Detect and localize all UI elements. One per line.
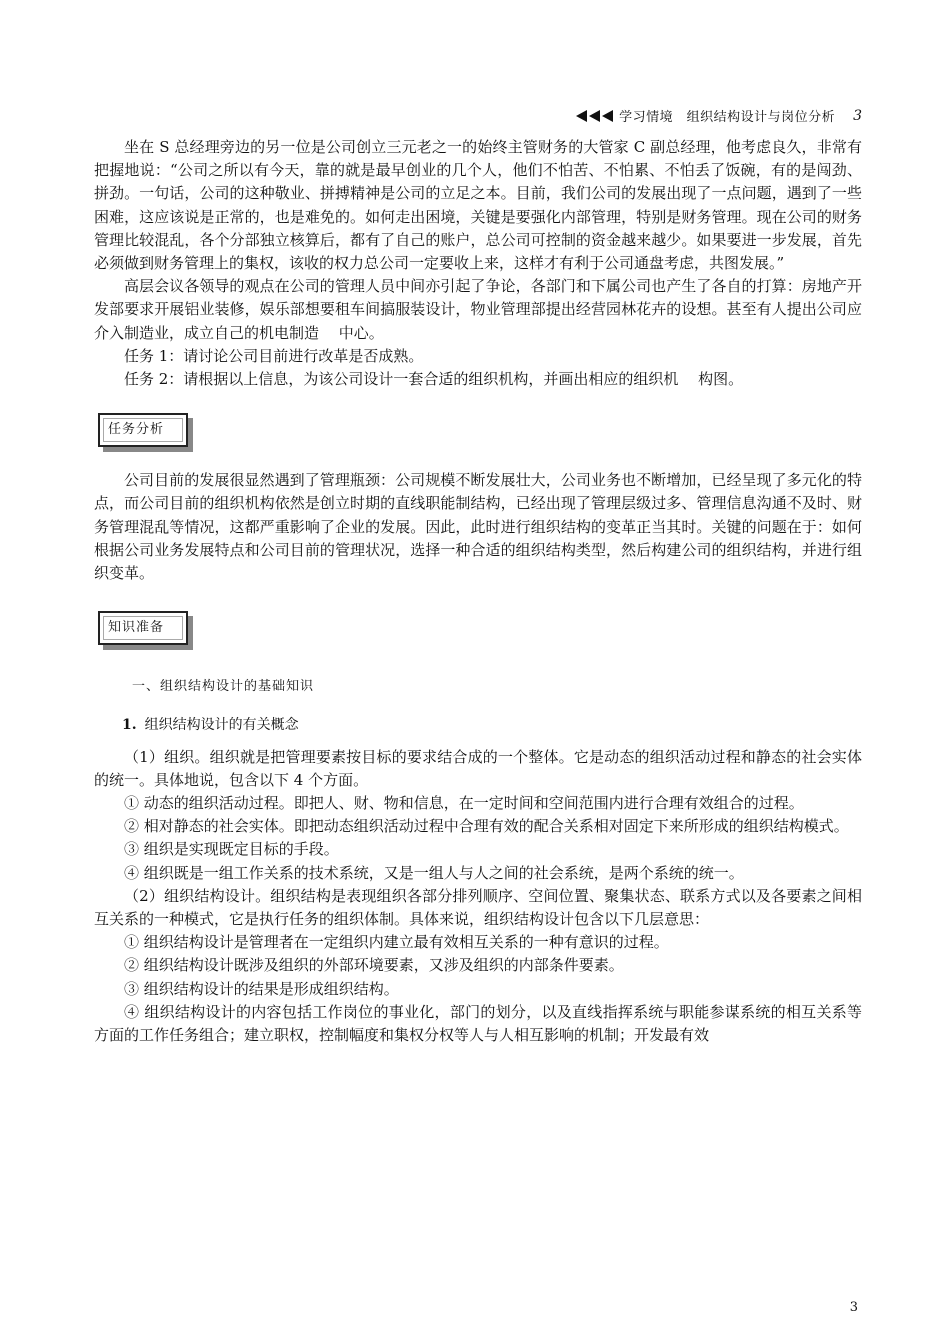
running-header (576, 106, 862, 125)
paragraph: ① 动态的组织活动过程。即把人、财、物和信息，在一定时间和空间范围内进行合理有效组合的过程。 (124, 794, 804, 813)
triangle-arrow-icon (576, 110, 587, 122)
header-page-number: 3 (853, 107, 862, 124)
paragraph: ④ 组织结构设计的内容包括工作岗位的事业化，部门的划分，以及直线指挥系统与职能参谋系统的相互关系等方面的工作任务组合；建立职权，控制幅度和集权分权等人与人相互影响的机制；开发最有效 (94, 1002, 862, 1045)
triangle-arrow-icon (602, 110, 613, 122)
paragraph: 任务 1：请讨论公司目前进行改革是否成熟。 (124, 346, 424, 365)
paragraph: ④ 组织既是一组工作关系的技术系统，又是一组人与人之间的社会系统，是两个系统的统一。 (124, 863, 744, 882)
header-title: 学习情境 组织结构设计与岗位分析 (619, 110, 836, 125)
analysis-paragraph: 公司目前的发展很显然遇到了管理瓶颈：公司规模不断发展壮大，公司业务也不断增加，已经呈现了多元化的特点，而公司目前的组织机构依然是创立时期的直线职能制结构，已经出现了管理层级过多、管理信息沟通不及时、财务管理混乱等情况，这都严重影响了企业的发展。因此，此时进行组织结构的变革正当其时。关键的问题在于：如何根据公司业务发展特点和公司目前的管理状况，选择一种合适的组织结构类型，然后构建公司的组织结构，并进行组织变革。 (94, 471, 862, 583)
paragraph: 坐在 S 总经理旁边的另一位是公司创立三元老之一的始终主管财务的大管家 C 副总经理，他考虑良久，非常有把握地说：“公司之所以有今天，靠的就是最早创业的几个人，他们不怕苦、不怕累、不怕丢了饭碗，有的是闯劲、拼劲。一句话，公司的这种敬业、拼搏精神是公司的立足之本。目前，我们公司的发展出现了一点问题，遇到了一些困难，这应该说是正常的，也是难免的。如何走出困境，关键是要强化内部管理，特别是财务管理。现在公司的财务管理比较混乱，各个分部独立核算后，都有了自己的账户，总公司可控制的资金越来越少。如果要进一步发展，首先必须做到财务管理上的集权，该收的权力总公司一定要收上来，这样才有利于公司通盘考虑，共图发展。” (94, 138, 862, 273)
paragraph: ③ 组织是实现既定目标的手段。 (124, 840, 339, 859)
paragraph: （2）组织结构设计。组织结构是表现组织各部分排列顺序、空间位置、聚集状态、联系方式以及各要素之间相互关系的一种模式，它是执行任务的组织体制。具体来说，组织结构设计包含以下几层意思： (94, 886, 862, 929)
paragraph: （1）组织。组织就是把管理要素按目标的要求结合成的一个整体。它是动态的组织活动过程和静态的社会实体的统一。具体地说，包含以下 4 个方面。 (94, 747, 862, 789)
triangle-arrow-icon (589, 110, 600, 122)
paragraph: ① 组织结构设计是管理者在一定组织内建立最有效相互关系的一种有意识的过程。 (124, 933, 669, 952)
footer-page-number: 3 (849, 1300, 858, 1315)
page-body (94, 136, 862, 1047)
paragraph: 高层会议各领导的观点在公司的管理人员中间亦引起了争论，各部门和下属公司也产生了各自的打算：房地产开发部要求开展铝业装修，娱乐部想要租车间搞服装设计，物业管理部提出经营园林花卉的设想。甚至有人提出公司应介入制造业，成立自己的机电制造 中心。 (94, 277, 862, 342)
subheading: 一、组织结构设计的基础知识 (132, 679, 315, 695)
section-title-text: 组织结构设计的有关概念 (144, 717, 299, 734)
section-title (94, 714, 862, 737)
section-label-box (98, 611, 188, 645)
paragraph: 任务 2：请根据以上信息，为该公司设计一套合适的组织机构，并画出相应的组织机 构图。 (124, 370, 744, 389)
paragraph: ② 相对静态的社会实体。即把动态组织活动过程中合理有效的配合关系相对固定下来所形成的组织结构模式。 (124, 817, 849, 836)
paragraph: ③ 组织结构设计的结果是形成组织结构。 (124, 979, 399, 998)
section-label: 任务分析 (103, 418, 183, 442)
section-number: 1. (122, 717, 137, 734)
section-label: 知识准备 (103, 616, 183, 640)
paragraph: ② 组织结构设计既涉及组织的外部环境要素，又涉及组织的内部条件要素。 (124, 956, 624, 975)
section-label-box (98, 413, 188, 447)
